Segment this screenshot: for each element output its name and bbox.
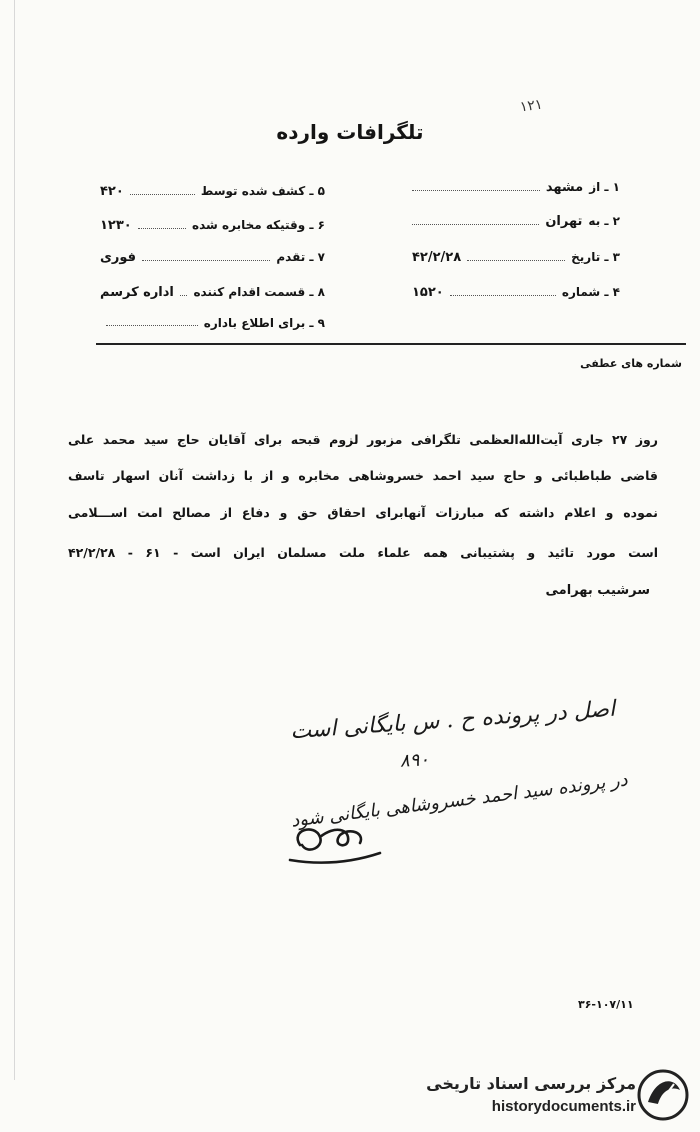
- field-from: [412, 180, 620, 195]
- dotted-line: [130, 193, 195, 195]
- handwritten-initials-signature: [280, 815, 390, 870]
- field-label: ۷ ـ تقدم: [276, 250, 325, 264]
- field-date: [412, 250, 620, 265]
- file-mark: ۱۲۱: [518, 96, 544, 116]
- field-number: [412, 285, 620, 300]
- document-title: تلگرافات وارده: [276, 120, 424, 144]
- field-value: اداره کرسم: [100, 285, 174, 300]
- archive-center-title: مرکز بررسی اسناد تاریخی: [426, 1074, 636, 1093]
- field-sent-time: [100, 218, 325, 233]
- field-value: فوری: [100, 250, 137, 265]
- dotted-line: [412, 189, 540, 191]
- field-value: مشهد: [545, 180, 584, 195]
- body-line-2: قاضی طباطبائی و حاج سید احمد خسروشاهی مخابره و از با زداشت آنان اسهار تاسف: [68, 468, 658, 483]
- reference-numbers-label: شماره های عطفی: [580, 357, 682, 370]
- archive-url: historydocuments.ir: [491, 1098, 636, 1115]
- handwritten-note-1: اصل در پرونده ح . س بایگانی است: [289, 696, 616, 745]
- field-label: ۵ ـ کشف شده توسط: [200, 184, 325, 198]
- field-label: ۱ ـ از: [589, 180, 620, 194]
- body-line-3: نموده و اعلام داشته که مبارزات آنهابرای احقاق حق و دفاع از مصالح امت اســـلامی: [68, 505, 658, 520]
- field-label: ۲ ـ به: [588, 214, 620, 228]
- field-decoded-by: [100, 184, 325, 199]
- dotted-line: [106, 324, 198, 326]
- dotted-line: [412, 223, 539, 225]
- field-label: ۸ ـ قسمت اقدام کننده: [193, 285, 325, 299]
- field-value: ۱۲۳۰: [100, 218, 132, 233]
- handwritten-note-2: در پرونده سید احمد خسروشاهی بایگانی شود: [289, 769, 629, 832]
- field-value: ۴۲۰: [100, 184, 124, 199]
- field-value: ۱۵۲۰: [412, 285, 444, 300]
- page-edge-line: [14, 0, 15, 1080]
- field-to: [412, 214, 620, 229]
- dotted-line: [138, 227, 186, 229]
- signature-name: سرشیب بهرامی: [545, 583, 650, 598]
- field-value: تهران: [545, 214, 583, 229]
- dotted-line: [142, 259, 270, 261]
- header-separator: [96, 343, 686, 345]
- reference-number: ۳۶-۱۰۷/۱۱: [578, 998, 634, 1011]
- dotted-line: [180, 294, 188, 296]
- dotted-line: [450, 294, 556, 296]
- field-info-to: [100, 316, 325, 330]
- body-line-4: است مورد تائید و پشتیبانی همه علماء ملت مسلمان ایران است - ۶۱ - ۴۲/۲/۲۸: [68, 545, 658, 560]
- field-action-dept: [100, 285, 325, 300]
- archive-logo-icon: [636, 1068, 690, 1122]
- field-label: ۶ ـ وقتیکه مخابره شده: [192, 218, 325, 232]
- handwritten-note-number: ۸۹۰: [399, 749, 430, 772]
- field-label: ۹ ـ برای اطلاع باداره: [203, 316, 325, 330]
- field-label: ۴ ـ شماره: [561, 285, 620, 299]
- dotted-line: [467, 259, 565, 261]
- body-line-1: روز ۲۷ جاری آیت‌الله‌العظمی تلگرافی مزبور لزوم قبحه برای آقایان حاج سید محمد علی: [68, 432, 658, 447]
- field-value: ۴۲/۲/۲۸: [412, 250, 462, 265]
- field-label: ۳ ـ تاریخ: [571, 250, 620, 264]
- field-priority: [100, 250, 325, 265]
